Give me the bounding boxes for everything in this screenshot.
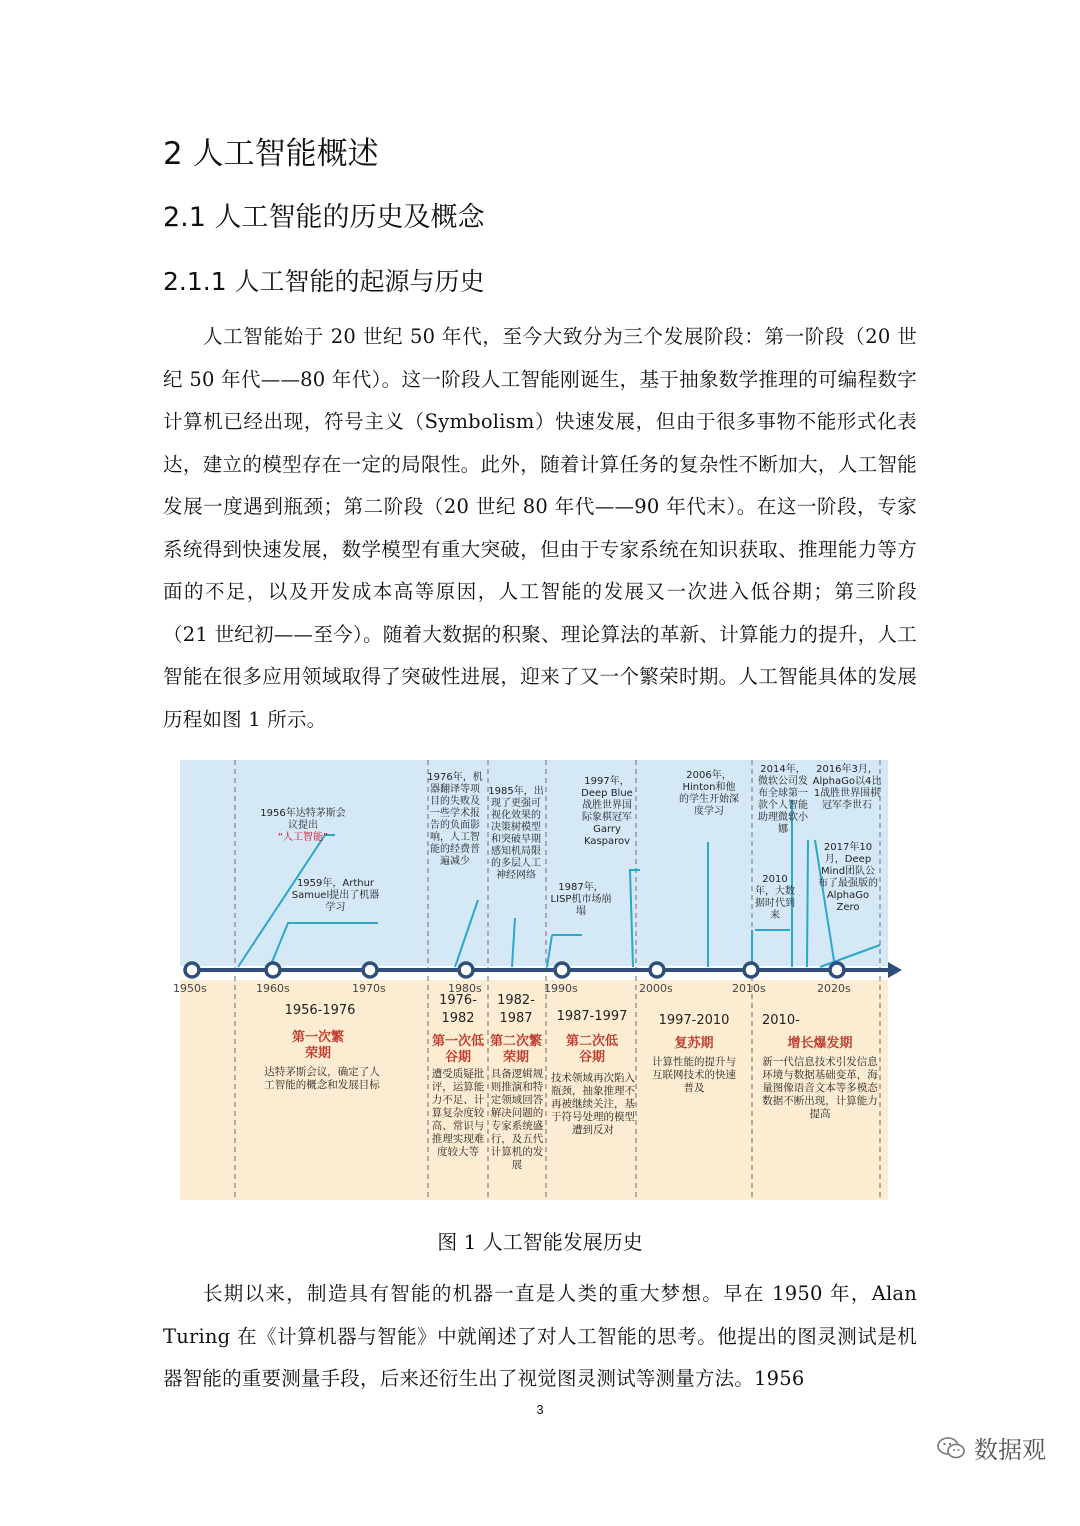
wechat-icon — [936, 1435, 966, 1461]
period-years-1956-1976: 1956-1976 — [284, 1003, 356, 1018]
event-1997: 1997年，Deep Blue战胜世界国际象棋冠军Garry Kasparov — [581, 776, 633, 847]
decade-label-1990s: 1990s — [544, 982, 578, 995]
ai-history-timeline-figure — [173, 760, 888, 1200]
phase-second-boom: 第二次繁荣期 — [489, 1034, 542, 1065]
period-years-1987-1997: 1987-1997 — [556, 1009, 628, 1024]
period-desc-2010: 新一代信息技术引发信息环境与数据基础变革，海量图像语音文本等多模态数据不断出现，计算能力提高 — [762, 1056, 878, 1120]
period-years-1982-1987: 1982-1987 — [497, 993, 535, 1026]
period-desc-1987-1997: 技术领域再次陷入瓶颈，抽象推理不再被继续关注，基于符号处理的模型遭到反对 — [551, 1072, 635, 1136]
period-desc-1997-2010: 计算性能的提升与互联网技术的快速普及 — [652, 1056, 736, 1094]
figure-caption: 图 1 人工智能发展历史 — [437, 1230, 643, 1254]
period-years-2010: 2010- — [762, 1013, 800, 1028]
decade-label-2010s: 2010s — [732, 982, 766, 995]
watermark-text: 数据观 — [974, 1436, 1046, 1464]
event-2010: 2010年，大数据时代到来 — [755, 874, 795, 921]
decade-label-1950s: 1950s — [173, 982, 207, 995]
decade-label-1960s: 1960s — [256, 982, 290, 995]
timeline-node-2000s — [650, 963, 664, 977]
event-1976: 1976年，机器翻译等项目的失败及一些学术报告的负面影响，人工智能的经费普遍减少 — [427, 772, 483, 867]
event-2014: 2014年，微软公司发布全球第一款个人智能助理微软小娜 — [758, 764, 808, 835]
event-2017: 2017年10月，Deep Mind团队公布了最强版的AlphaGo Zero — [818, 842, 878, 913]
event-2006: 2006年，Hinton和他的学生开始深度学习 — [679, 770, 739, 817]
timeline-node-1990s — [555, 963, 569, 977]
phase-first-trough: 第一次低谷期 — [431, 1034, 484, 1065]
page-number: 3 — [536, 1402, 544, 1417]
watermark — [936, 1430, 1046, 1465]
event-2016: 2016年3月，AlphaGo以4比1战胜世界围棋冠军李世石 — [812, 764, 882, 811]
phase-explosive-growth: 增长爆发期 — [787, 1036, 853, 1051]
timeline-node-1960s — [266, 963, 280, 977]
timeline-node-1980s — [459, 963, 473, 977]
section-title: 2.1 人工智能的历史及概念 — [163, 202, 485, 233]
event-1987: 1987年，LISP机市场崩塌 — [550, 882, 612, 917]
event-1985: 1985年，出现了更强可视化效果的决策树模型和突破早期感知机局限的多层人工神经网络 — [488, 786, 544, 881]
timeline-node-2010s — [744, 963, 758, 977]
period-desc-1982-1987: 具备逻辑规则推演和特定领域回答解决问题的专家系统盛行，及五代计算机的发展 — [490, 1068, 544, 1171]
intro-paragraph: 人工智能始于 20 世纪 50 年代，至今大致分为三个发展阶段：第一阶段（20 世纪 50 年代——80 年代）。这一阶段人工智能刚诞生，基于抽象数学推理的可编程数字计算机已经出现，符号主义（Symbolism）快速发展，但由于很多事物不能形式化表达，建立的模型存在一定的局限性。此外，随着计算任务的复杂性不断加大，人工智能发展一度遇到瓶颈；第二阶段（20 世纪 80 年代——90 年代末）。在这一阶段，专家系统得到快速发展，数学模型有重大突破，但由于专家系统在知识获取、推理能力等方面的不足，以及开发成本高等原因，人工智能的发展又一次进入低谷期；第三阶段（21 世纪初——至今）。随着大数据的积聚、理论算法的革新、计算能力的提升，人工智能在很多应用领域取得了突破性进展，迎来了又一个繁荣时期。人工智能具体的发展历程如图 1 所示。 — [163, 325, 917, 731]
subsection-title: 2.1.1 人工智能的起源与历史 — [163, 267, 485, 296]
decade-label-2000s: 2000s — [639, 982, 673, 995]
chapter-title: 2 人工智能概述 — [163, 136, 379, 172]
period-years-1997-2010: 1997-2010 — [658, 1013, 730, 1028]
decade-label-1980s: 1980s — [448, 982, 482, 995]
turing-paragraph: 长期以来，制造具有智能的机器一直是人类的重大梦想。早在 1950 年，Alan Turing 在《计算机器与智能》中就阐述了对人工智能的思考。他提出的图灵测试是机器智能的重要测量手段，后来还衍生出了视觉图灵测试等测量方法。1956 — [163, 1282, 917, 1390]
phase-second-trough: 第二次低谷期 — [565, 1034, 618, 1065]
period-desc-1976-1982: 遭受质疑批评，运算能力不足、计算复杂度较高、常识与推理实现难度较大等 — [431, 1068, 485, 1158]
phase-first-boom: 第一次繁荣期 — [292, 1030, 345, 1061]
event-1956: 1956年达特茅斯会议提出 “人工智能” — [260, 808, 346, 843]
timeline-node-1970s — [363, 963, 377, 977]
decade-label-2020s: 2020s — [817, 982, 851, 995]
decade-label-1970s: 1970s — [352, 982, 386, 995]
event-1959: 1959年，Arthur Samuel提出了机器学习 — [291, 878, 380, 913]
timeline-node-2020s — [830, 963, 844, 977]
period-desc-1956-1976: 达特茅斯会议，确定了人工智能的概念和发展目标 — [264, 1066, 380, 1091]
period-years-1976-1982: 1976-1982 — [439, 993, 477, 1026]
phase-recovery: 复苏期 — [674, 1036, 714, 1051]
timeline-node-1950s — [185, 963, 199, 977]
